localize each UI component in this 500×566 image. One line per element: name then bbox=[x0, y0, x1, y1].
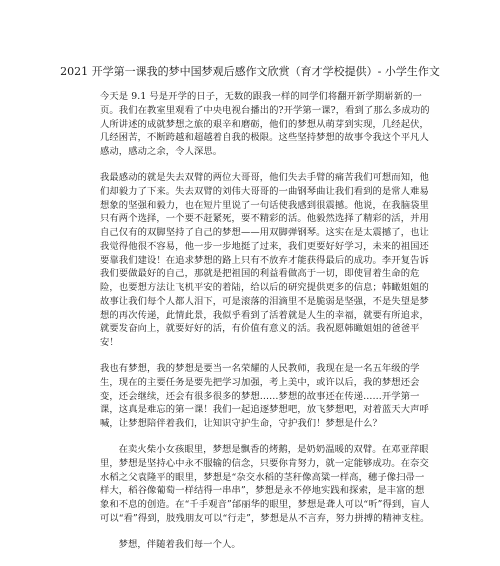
paragraph-text: 我最感动的就是失去双臂的两位大哥哥，他们失去手臂的痛苦我们可想而知，他们却毅力了下来。失去双臂的刘伟大哥哥的一曲钢琴曲让我们看到的是常人难易想象的坚强和毅力，也在短片里说了一句话使我感到很震撼。他说，在我脑袋里只有两个选择，一个要不赶紧死，要不精彩的活。他毅然选择了精彩的活，并用自己仅有的双脚坚持了自己的梦想——用双脚弹钢琴。这实在是太震撼了，也让我觉得他很不容易，他一步一步地挺了过来，我们更要好好学习，未来的祖国还要靠我们建设！在追求梦想的路上只有不放弃才能获得最后的成功。李开复告诉我们要做最好的自己，那就是把祖国的利益看做高于一切，即使冒着生命的危险，也要想方法让飞机平安的着陆，给以后的研究提供更多的信息；韩瞰姐姐的故事让我们每个人都人泪下，可是滚落的泪滴里不是脆弱是坚强，不是失望是梦想的再次传递，此情此景，我似乎看到了活着就是人生的幸福，就要有所追求，就要发奋向上，就要好好的活，有价值有意义的活。我祝愿韩瞰姐姐的爸爸平安！ bbox=[100, 172, 429, 349]
paragraph-opening bbox=[100, 90, 430, 159]
paragraph-text: 今天是 9.1 号是开学的日子，无数的跟我一样的同学们将翻开新学期崭新的一页。我们在教室里观看了中央电视台播出的?开学第一课?，看到了那么多成功的人所讲述的成就梦想之旅的艰辛和磨砺，他们的梦想从萌芽到实现，几经起伏，几经困苦，不断跨越和超越着自我的极限。这些坚持梦想的故事令我这个平凡人感动，感动之余，令人深思。 bbox=[100, 91, 430, 158]
paragraph-text: 在卖火柴小女孩眼里，梦想是飘香的烤鹅，是奶奶温暖的双臂。在邓亚萍眼里，梦想是坚持心中永不服输的信念，只要你肯努力，就一定能够成功。在奈交水稻之父袁隆平的眼里，梦想是“杂交水稻的茎秆像高粱一样高，穗子像扫帚一样大，稻谷像葡萄一样结得一串串”，梦想是永不停地实践和探索，是丰富的想象和不息的创造。在“千手观音”邰丽华的眼里，梦想是聋人可以“听”得到，盲人可以“看”得到，肢残朋友可以“行走”，梦想是从不言弃，努力拼搏的精神支柱。 bbox=[100, 444, 430, 524]
paragraph-my-dream bbox=[100, 362, 430, 431]
paragraph-closing bbox=[100, 538, 430, 552]
paragraph-text: 我也有梦想，我的梦想是要当一名荣耀的人民教师，我现在是一名五年级的学生，现在的主要任务是要先把学习加强，考上美中，或许以后，我的梦想还会变，还会继续，还会有很多很多的梦想……梦想的故事还在传递……开学第一课，这真是难忘的第一课！我们一起追逐梦想吧，放飞梦想吧，对着蓝天大声呼喊，让梦想陪伴着我们，让知识守护生命，守护我们！梦想是什么？ bbox=[100, 363, 429, 430]
document-title: 2021 开学第一课我的梦中国梦观后感作文欣赏（育才学校提供）- 小学生作文 bbox=[60, 65, 440, 78]
paragraph-brothers bbox=[100, 171, 430, 350]
paragraph-text: 梦想，伴随着我们每一个人。 bbox=[118, 539, 241, 550]
paragraph-dream-examples bbox=[100, 443, 430, 526]
